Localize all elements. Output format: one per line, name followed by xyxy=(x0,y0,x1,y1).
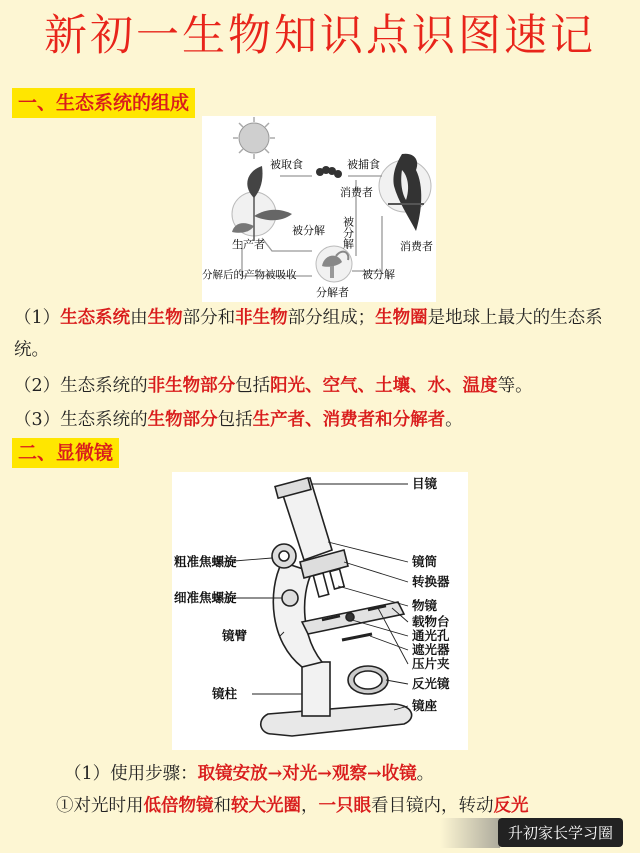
label-clip: 压片夹 xyxy=(412,656,450,671)
plant-icon xyxy=(232,166,292,241)
label-objective: 物镜 xyxy=(412,598,438,613)
mushroom-icon xyxy=(316,246,352,282)
label-mirror: 反光镜 xyxy=(412,676,450,691)
text: （1） xyxy=(14,308,61,328)
label-converter: 转换器 xyxy=(412,574,450,589)
text: ①对光时用 xyxy=(56,796,144,816)
text: （2）生态系统的 xyxy=(14,376,148,396)
highlight: 反光 xyxy=(493,796,529,816)
text: 。 xyxy=(445,410,463,430)
label-hunted: 被捕食 xyxy=(347,158,380,171)
text: 和 xyxy=(213,796,231,816)
label-pillar: 镜柱 xyxy=(212,686,238,701)
text: 等。 xyxy=(497,376,533,396)
text: 部分组成； xyxy=(287,308,376,328)
highlight: 生态系统 xyxy=(60,308,131,328)
highlight: 生物 xyxy=(147,308,183,328)
label-eaten: 被取食 xyxy=(270,158,303,171)
text: 是地球上最大的生态系统。 xyxy=(14,308,603,360)
paragraph-usage-steps xyxy=(64,758,634,790)
highlight: 一只眼 xyxy=(318,796,371,816)
watermark-fade xyxy=(440,818,500,848)
label-diaphragm: 遮光器 xyxy=(412,642,450,657)
label-arm: 镜臂 xyxy=(222,628,248,643)
microscope-figure xyxy=(172,472,468,750)
label-stage: 载物台 xyxy=(412,614,450,629)
highlight: 非生物部分 xyxy=(147,376,236,396)
highlight: 取镜安放→对光→观察→收镜 xyxy=(197,764,417,784)
label-coarse-knob: 粗准焦螺旋 xyxy=(174,554,237,569)
text: 包括 xyxy=(235,376,271,396)
section-heading-microscope: 二、显微镜 xyxy=(12,438,119,468)
sun-icon xyxy=(233,117,275,159)
label-producer: 生产者 xyxy=(232,238,265,251)
paragraph-nonliving-parts xyxy=(14,370,626,402)
label-base: 镜座 xyxy=(412,698,438,713)
label-decomposer: 分解者 xyxy=(316,286,349,299)
highlight: 生物部分 xyxy=(147,410,218,430)
label-eyepiece: 目镜 xyxy=(412,476,438,491)
bird-icon xyxy=(379,154,431,231)
highlight: 非生物 xyxy=(235,308,288,328)
label-consumer-1: 消费者 xyxy=(340,186,373,199)
watermark: 升初家长学习圈 xyxy=(498,818,623,847)
text: 包括 xyxy=(217,410,253,430)
page-title: 新初一生物知识点识图速记 xyxy=(44,11,596,61)
text: 。 xyxy=(416,764,435,784)
label-light-hole: 通光孔 xyxy=(412,628,450,643)
paragraph-ecosystem-composition xyxy=(14,302,626,366)
highlight: 生物圈 xyxy=(375,308,428,328)
microscope-icon xyxy=(261,478,412,736)
text: （1）使用步骤： xyxy=(64,764,198,784)
section-heading-ecosystem: 一、生态系统的组成 xyxy=(12,88,195,118)
label-tube: 镜筒 xyxy=(412,554,438,569)
label-consumer-2: 消费者 xyxy=(400,240,433,253)
text: 部分和 xyxy=(182,308,236,328)
text: 由 xyxy=(130,308,148,328)
highlight: 阳光、空气、土壤、水、温度 xyxy=(270,376,498,396)
text: （3）生态系统的 xyxy=(14,410,148,430)
ecosystem-figure xyxy=(202,116,436,302)
label-decompose-vertical: 被分解 xyxy=(341,216,355,249)
label-fine-knob: 细准焦螺旋 xyxy=(174,590,237,605)
highlight: 低倍物镜 xyxy=(143,796,214,816)
text: ， xyxy=(301,796,319,816)
label-absorbed: 分解后的产物被吸收 xyxy=(202,269,297,281)
label-decompose-left: 被分解 xyxy=(292,224,325,237)
highlight: 较大光圈 xyxy=(231,796,301,816)
caterpillar-icon xyxy=(316,166,342,178)
label-decompose-right: 被分解 xyxy=(362,268,395,281)
highlight: 生产者、消费者和分解者 xyxy=(252,410,446,430)
paragraph-living-parts xyxy=(14,404,626,436)
text: 看目镜内，转动 xyxy=(371,796,494,816)
